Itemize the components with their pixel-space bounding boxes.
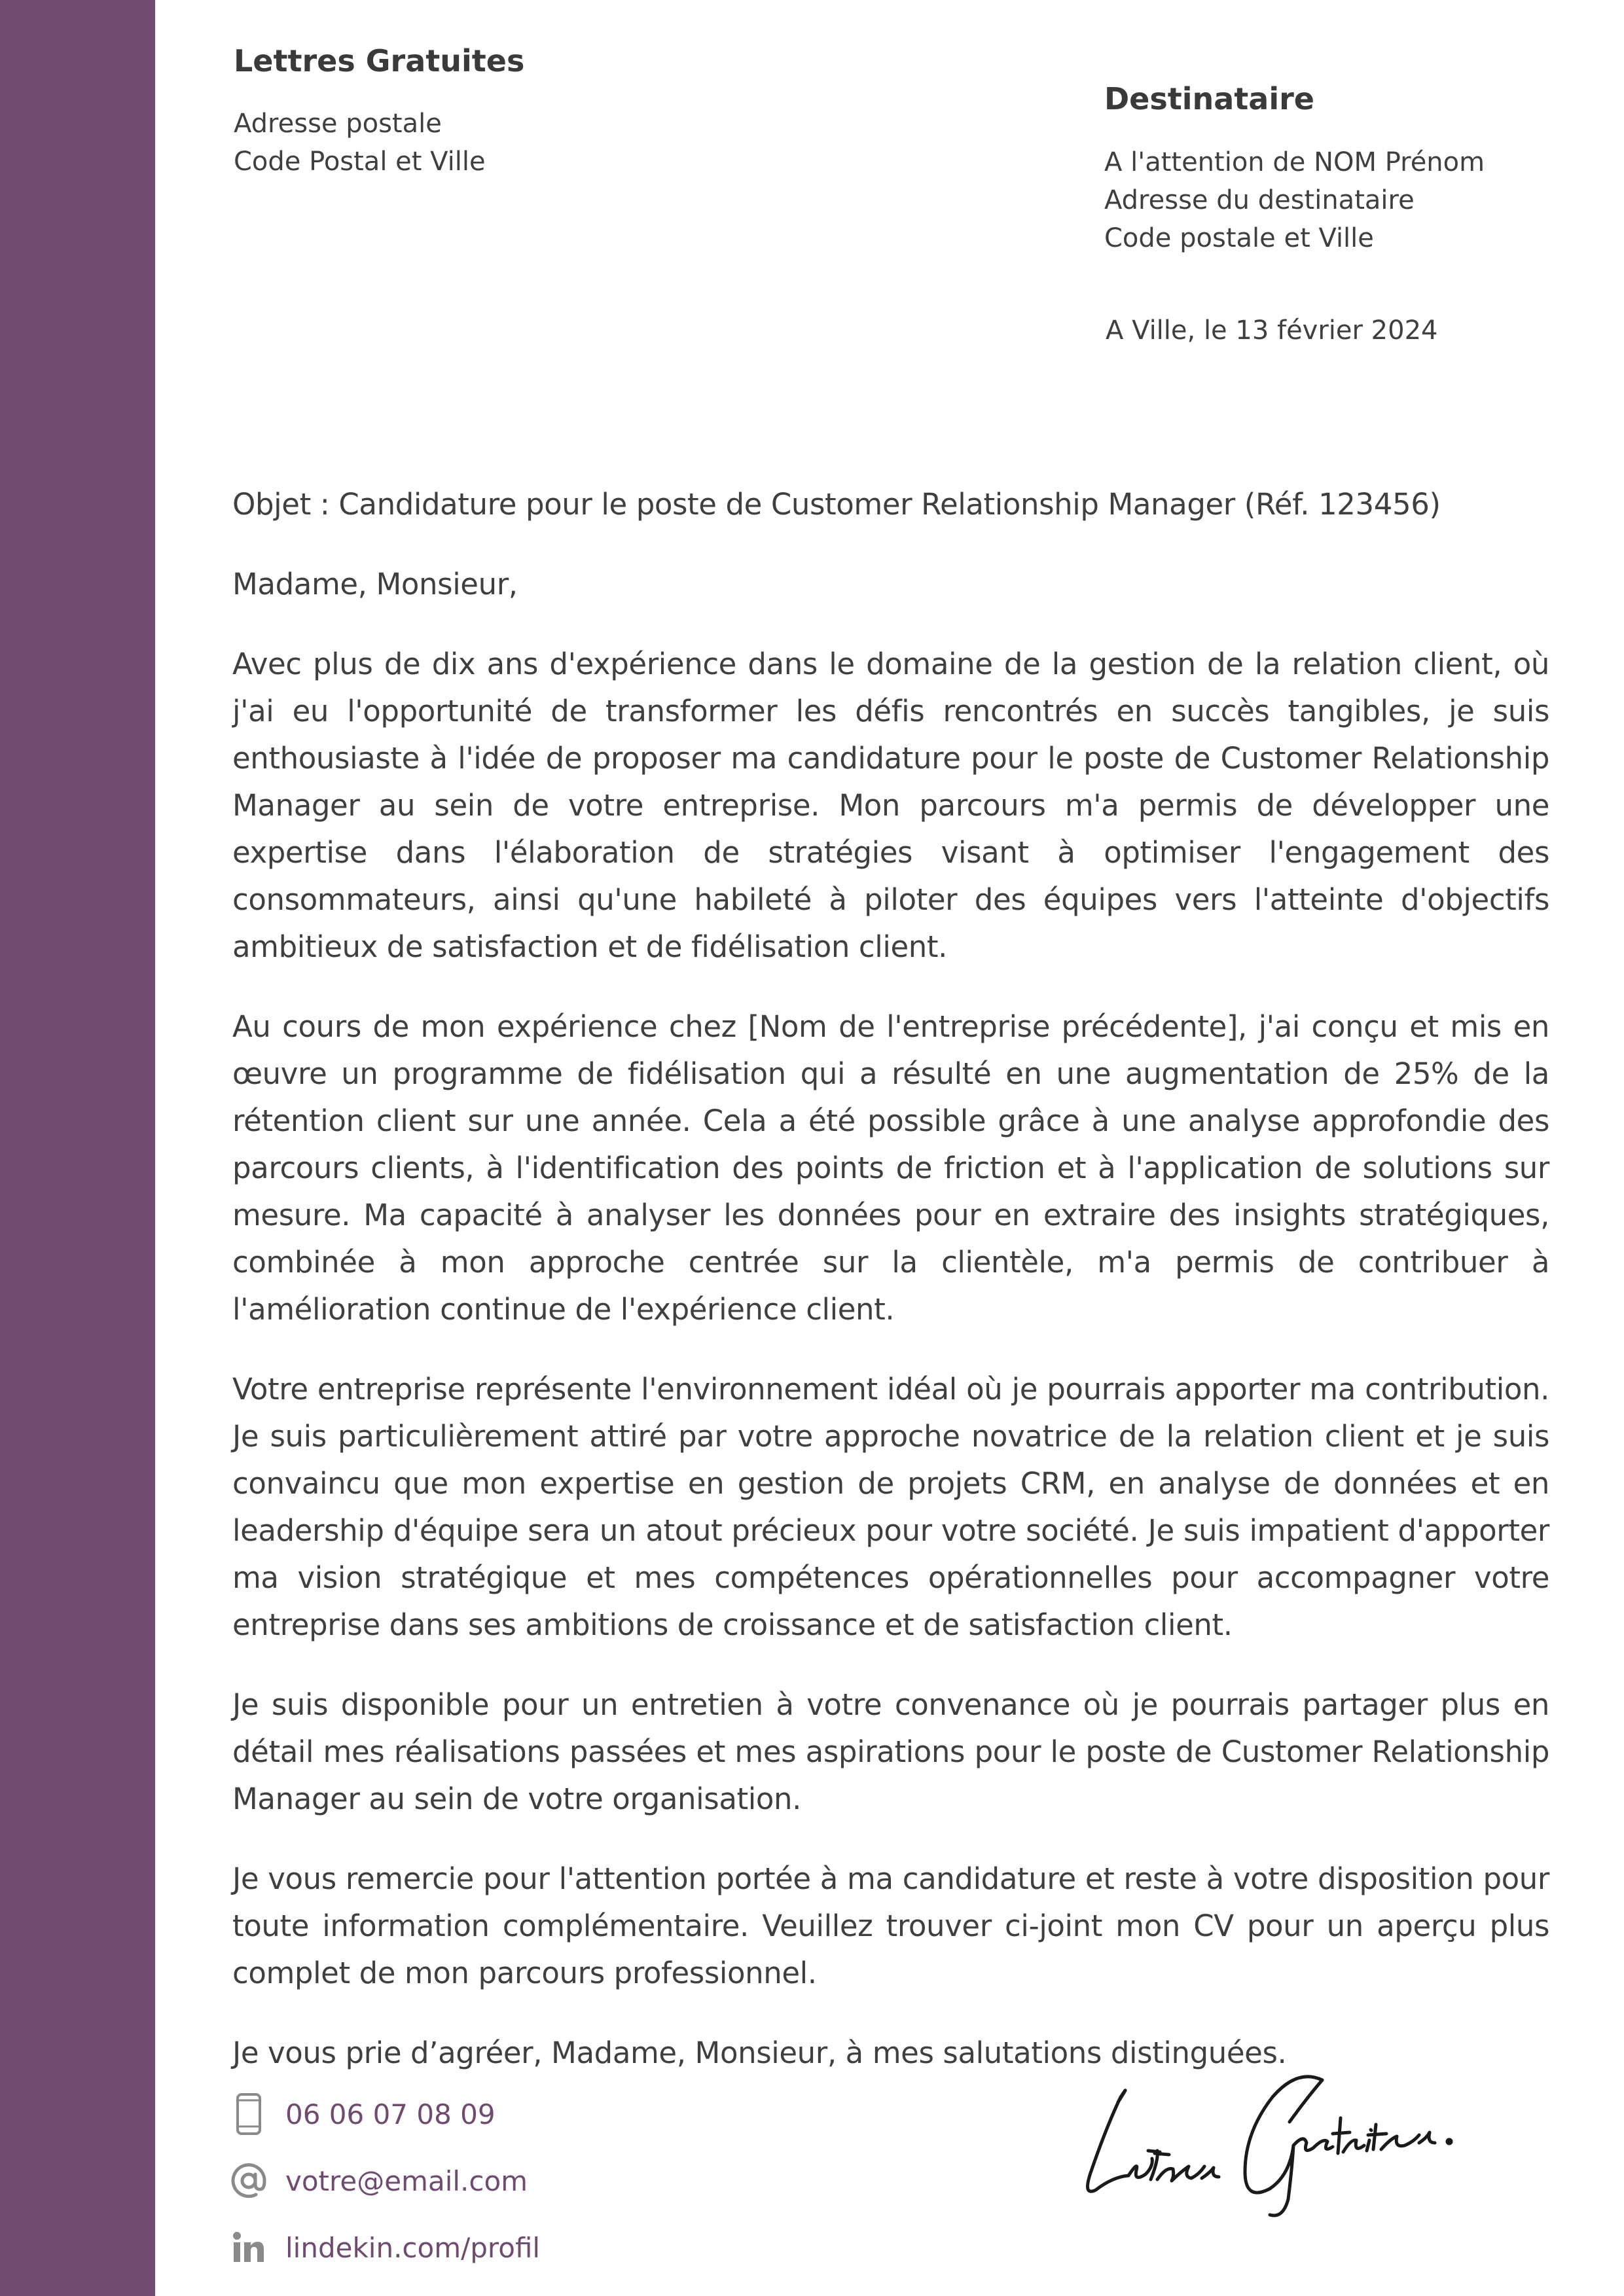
letter-subject: Objet : Candidature pour le poste de Customer Relationship Manager (Réf. 123456) [232,487,1441,522]
contact-linkedin [229,2215,818,2280]
recipient-address: Adresse du destinataire [1104,185,1415,215]
phone-icon [229,2094,268,2134]
at-icon [229,2161,268,2200]
contact-phone [229,2081,818,2147]
contact-list [229,2081,818,2282]
letter-paragraph-2: Au cours de mon expérience chez [Nom de l'entreprise précédente], j'ai conçu et mis en œuvre un programme de fidélisation qui a résulté en une augmentation de 25% de la rétention client sur une année. Cela a été possible grâce à une analyse approfondie des parcours clients, à l'identification des points de friction et à l'application de solutions sur mesure. Ma capacité à analyser les données pour en extraire des insights stratégiques, combinée à mon approche centrée sur la clientèle, m'a permis de contribuer à l'amélioration continue de l'expérience client. [232,1009,1549,1327]
sidebar-accent-bar [0,0,155,2296]
letter-body [232,481,1549,2109]
recipient-attention: A l'attention de NOM Prénom [1104,147,1485,177]
recipient-city: Code postale et Ville [1104,223,1374,253]
letter-paragraph-4: Je suis disponible pour un entretien à votre convenance où je pourrais partager plus en détail mes réalisations passées et mes aspirations pour le poste de Customer Relationship Manager au sein de votre organisation. [232,1687,1549,1816]
recipient-title: Destinataire [1104,81,1314,117]
recipient-block [1104,81,1602,257]
contact-phone-text[interactable]: 06 06 07 08 09 [285,2098,496,2130]
contact-linkedin-text[interactable]: lindekin.com/profil [285,2231,541,2264]
sender-address-line1: Adresse postale [234,109,442,139]
linkedin-icon [229,2228,268,2267]
sender-block [234,43,823,181]
letter-paragraph-1: Avec plus de dix ans d'expérience dans le domaine de la gestion de la relation client, où j'ai eu l'opportunité de transformer les défis rencontrés en succès tangibles, je suis enthousiaste à l'idée de proposer ma candidature pour le poste de Customer Relationship Manager au sein de votre entreprise. Mon parcours m'a permis de développer une expertise dans l'élaboration de stratégies visant à optimiser l'engagement des consommateurs, ainsi qu'une habileté à piloter des équipes vers l'atteinte d'objectifs ambitieux de satisfaction et de fidélisation client. [232,647,1549,964]
letter-closing: Je vous prie d’agréer, Madame, Monsieur, à mes salutations distinguées. [232,2036,1287,2070]
sender-address-line2: Code Postal et Ville [234,147,486,177]
contact-email-text[interactable]: votre@email.com [285,2164,528,2197]
letter-paragraph-5: Je vous remercie pour l'attention portée à ma candidature et reste à votre disposition pour toute information complémentaire. Veuillez trouver ci-joint mon CV pour un aperçu plus complet de mon parcours professionnel. [232,1861,1549,1990]
contact-email [229,2148,818,2214]
sender-name: Lettres Gratuites [234,43,525,79]
handwritten-signature [1074,2062,1466,2219]
letter-date: A Ville, le 13 février 2024 [1106,315,1438,346]
letter-paragraph-3: Votre entreprise représente l'environnement idéal où je pourrais apporter ma contribution. Je suis particulièrement attiré par votre approche novatrice de la relation client et je suis convaincu que mon expertise en gestion de projets CRM, en analyse de données et en leadership d'équipe sera un atout précieux pour votre société. Je suis impatient d'apporter ma vision stratégique et mes compétences opérationnelles pour accompagner votre entreprise dans ses ambitions de croissance et de satisfaction client. [232,1372,1549,1642]
letter-salutation: Madame, Monsieur, [232,567,518,601]
